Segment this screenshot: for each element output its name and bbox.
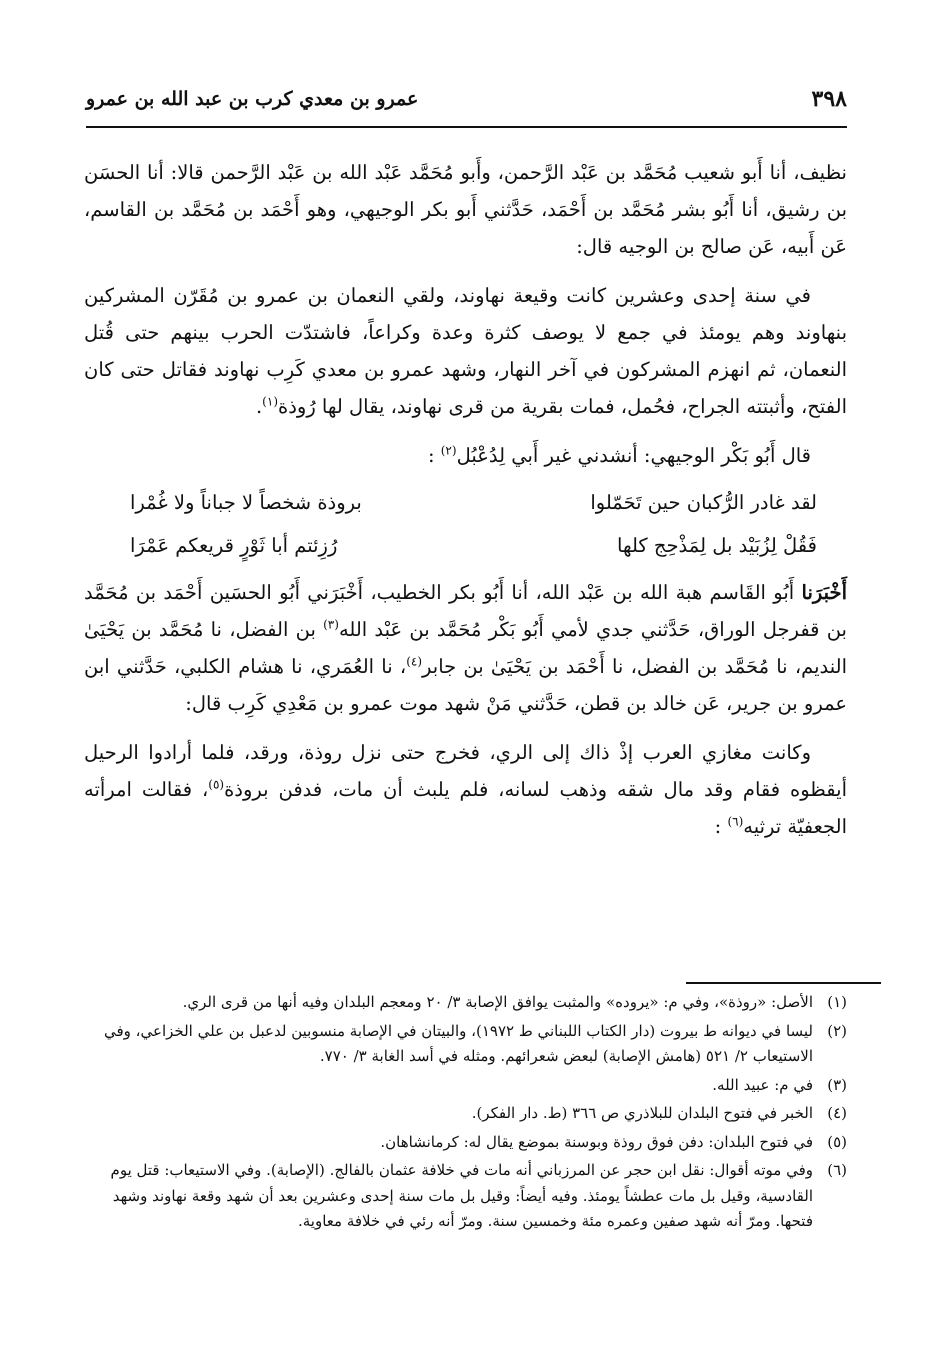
footnote-number: (١) [827,993,847,1011]
poem [84,484,847,570]
verse-second-hemistich: رُزِئتم أبا ثَوْرٍ قريعكم عَمْرَا [130,534,338,557]
poem-verse [84,484,847,527]
poem-verse [84,527,847,570]
footnote-divider [686,982,881,984]
paragraph-narrative-2 [84,734,847,845]
colon: : [427,444,435,467]
verse-first-hemistich: فَقُلْ لِزُبَيْد بل لِمَذْحِج كلها [617,534,817,557]
paragraph-isnad-2 [84,574,847,722]
footnote-number: (٤) [827,1104,847,1122]
colon: : [714,815,722,838]
footnote-text: وفي موته أقوال: نقل ابن حجر عن المرزباني أنه مات في خلافة عثمان بالفالج. (الإصابة). وفي الاستيعاب: قتل يوم القادسية، وقيل بل مات عطشاً يومئذ. وفيه أيضاً: وقيل بل مات سنة إحدى وعشرين بعد أن شهد وقعة نهاوند وشهد فتحها. ومرّ أنه شهد صفين وعمره مئة وخمسين سنة. ومرّ أنه رئي في خلافة معاوية. [110,1161,813,1230]
footnotes [84,990,847,1238]
paragraph-text: وكانت مغازي العرب إذْ ذاك إلى الري، فخرج حتى نزل روذة، ورقد، فلما أرادوا الرحيل أيقظوه فقام وقد مال شقه وذهب لسانه، فلم يلبث أن مات، فدفن بروذة [84,741,847,801]
footnote-text: الأصل: «روذة»، وفي م: «يروده» والمثبت يوافق الإصابة ٣/ ٢٠ ومعجم البلدان وفيه أنها من قرى الري. [182,993,813,1011]
footnote [84,1158,847,1235]
header-divider [86,126,847,128]
footnote [84,1073,847,1099]
footnote-ref-3: (٣) [323,617,339,632]
paragraph-text: في سنة إحدى وعشرين كانت وقيعة نهاوند، ولقي النعمان بن عمرو بن مُقَرّن المشركين بنهاوند وهم يومئذ في جمع لا يوصف كثرة وعدة وكراعاً، فاشتدّت الحرب بينهم حتى قُتل النعمان، ثم انهزم المشركون في آخر النهار، وشهد عمرو بن معدي كَرِب نهاوند فقاتل حتى كان الفتح، وأثبتته الجراح، فحُمل، فمات بقرية من قرى نهاوند، يقال لها رُوذة [84,284,847,418]
footnote-ref-2: (٢) [440,443,457,458]
paragraph-text: أَبُو القَاسم هبة الله بن عَبْد الله، أنا أَبُو بكر الخطيب، أَخْبَرَني أَبُو الحسَين أَحْمَد بن مُحَمَّد بن قفرجل الوراق، حَدَّثني جدي لأمي أَبُو بَكْر مُحَمَّد بن عَبْد الله [84,581,847,641]
footnote-text: في م: عبيد الله. [712,1075,813,1094]
main-text [84,154,847,845]
paragraph-text: ، نا العُمَري، نا هشام الكلبي، حَدَّثني ابن عمرو بن جرير، عَن خالد بن قطن، حَدَّثني مَنْ شهد موت عمرو بن مَعْدِي كَرِب قال: [84,655,847,715]
footnote-text: الخبر في فتوح البلدان للبلاذري ص ٣٦٦ (ط. دار الفكر). [471,1104,813,1122]
footnote [84,1019,847,1070]
footnote-number: (٢) [827,1021,847,1040]
verse-first-hemistich: لقد غادر الرُّكبان حين تَحَمّلوا [590,491,817,514]
footnote-ref-1: (١) [262,394,278,409]
page-header [86,86,847,126]
verse-second-hemistich: بروذة شخصاً لا جباناً ولا غُمْرا [130,491,362,514]
paragraph-isnad-1: نظيف، أنا أَبو شعيب مُحَمَّد بن عَبْد الرَّحمن، وأَبو مُحَمَّد عَبْد الله بن عَبْد الرَّحمن قالا: أنا الحسَن بن رشيق، أنا أَبُو بشر مُحَمَّد بن أَحْمَد، حَدَّثني أَبو بكر الوجيهي، وهو أَحْمَد بن مُحَمَّد بن القاسم، عَن أَبيه، عَن صالح بن الوجيه قال: [84,161,847,258]
running-title: عمرو بن معدي كرب بن عبد الله بن عمرو [86,88,419,110]
footnote-ref-4: (٤) [406,654,423,669]
paragraph-poem-intro [84,437,847,474]
paragraph-text: بن الفضل، نا مُحَمَّد بن يَحْيَىٰ النديم، نا مُحَمَّد بن الفضل، نا أَحْمَد بن يَحْيَىٰ بن جابر [84,618,848,678]
footnote [84,990,847,1016]
paragraph-text: ، فقالت امرأته الجعفيّة ترثيه [84,778,847,838]
page-number: ٣٩٨ [811,86,847,112]
footnote-ref-5: (٥) [208,777,225,792]
footnote [84,1130,847,1156]
footnote-text: ليسا في ديوانه ط بيروت (دار الكتاب اللبناني ط ١٩٧٢)، والبيتان في الإصابة منسوبين لدعبل بن علي الخزاعي، وفي الاستيعاب ٢/ ٥٢١ (هامش الإصابة) لبعض شعرائهم. ومثله في أسد الغابة ٣/ ٧٧٠. [104,1021,813,1065]
footnote-number: (٥) [827,1132,847,1151]
paragraph-narrative-1: في سنة إحدى وعشرين كانت وقيعة نهاوند، ولقي النعمان بن عمرو بن مُقَرّن المشركين بنهاوند وهم يومئذ في جمع لا يوصف كثرة وعدة وكراعاً، فاشتدّت الحرب بينهم حتى قُتل النعمان، ثم انهزم المشركون في آخر النهار، وشهد عمرو بن معدي كَرِب نهاوند فقاتل حتى كان الفتح، وأثبتته الجراح، فحُمل، فمات بقرية من قرى نهاوند، يقال لها رُوذة$^{(١)}$. [84,284,847,418]
footnote-text: في فتوح البلدان: دفن فوق روذة وبوسنة بموضع يقال له: كرمانشاهان. [380,1132,813,1151]
footnote-number: (٦) [827,1161,847,1179]
akhbarana-lead: أَخْبَرَنا [801,581,847,604]
paragraph-text: قال أَبُو بَكْر الوجيهي: أنشدني غير أَبي لِدُعْبُل [456,444,811,467]
footnote-number: (٣) [827,1075,847,1094]
footnote [84,1101,847,1127]
footnote-ref-6: (٦) [727,814,744,829]
